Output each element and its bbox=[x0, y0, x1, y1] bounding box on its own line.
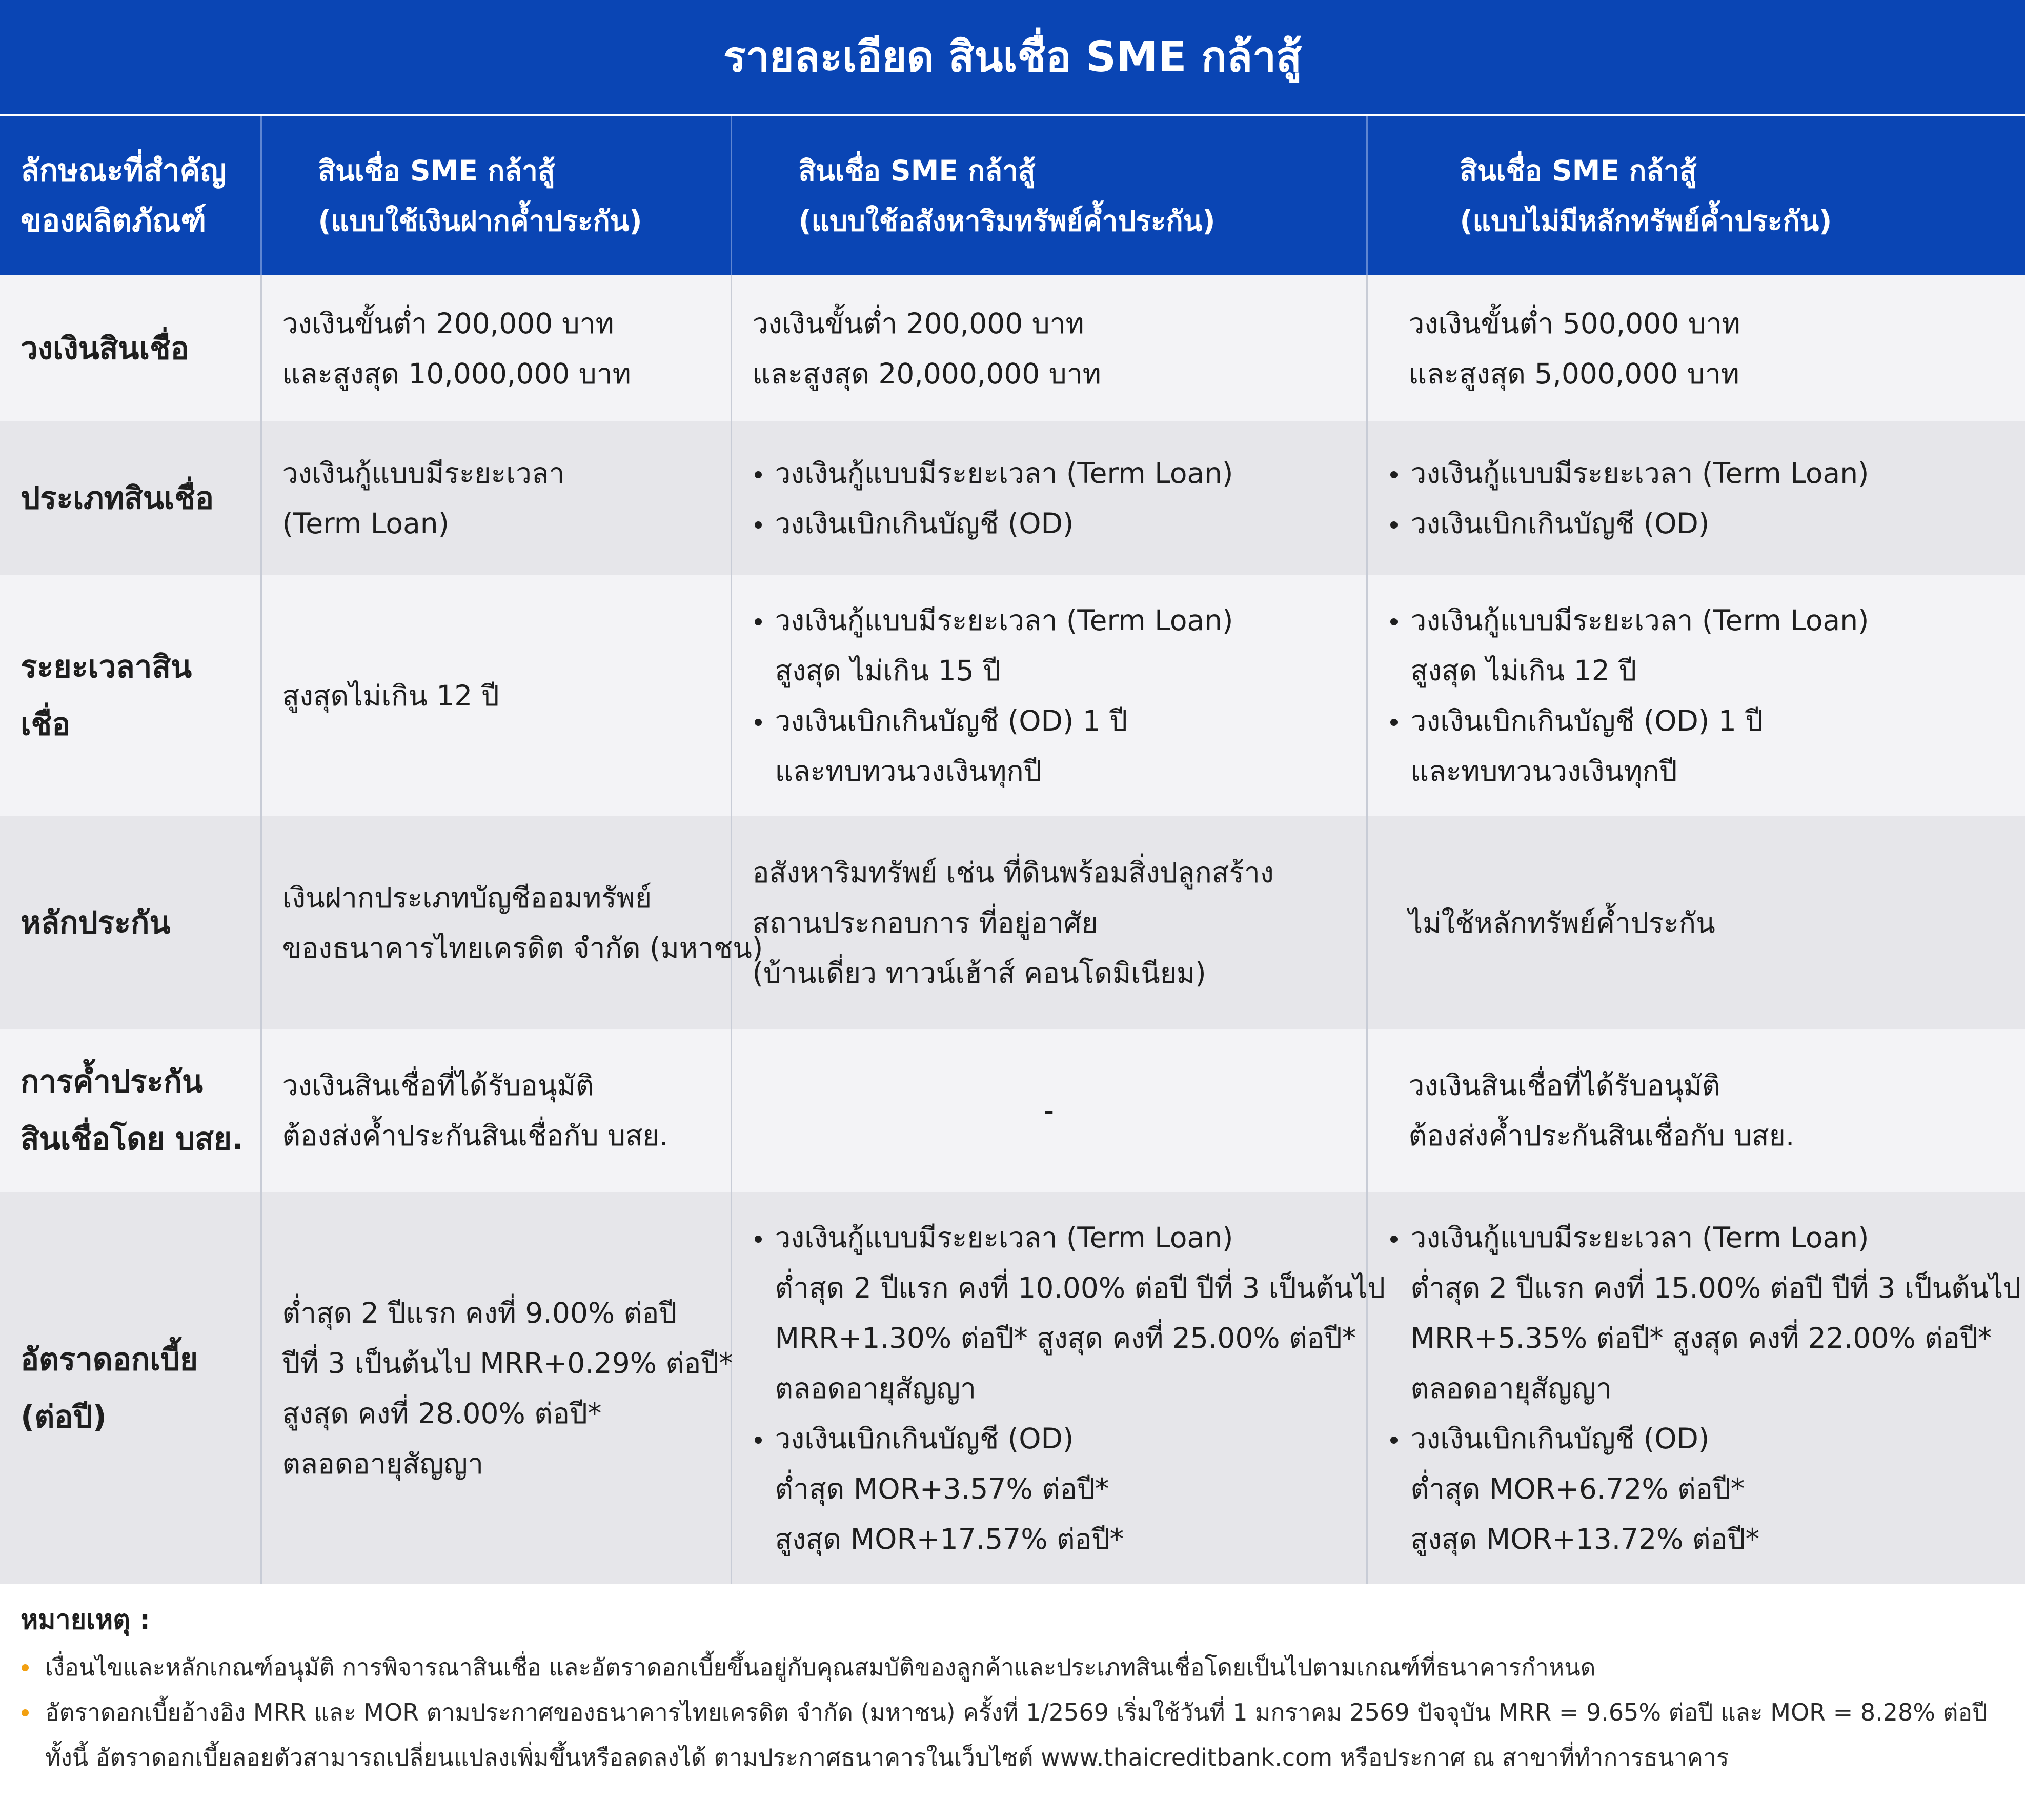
list-item: วงเงินเบิกเกินบัญชี (OD) 1 ปี และทบทวนวงเงินทุกปี bbox=[753, 696, 1346, 796]
list-item: วงเงินกู้แบบมีระยะเวลา (Term Loan) สูงสุด ไม่เกิน 12 ปี bbox=[1388, 595, 2005, 696]
list-item: วงเงินเบิกเกินบัญชี (OD) bbox=[753, 498, 1346, 549]
cell-guarantee-property: - bbox=[731, 1029, 1367, 1192]
cell-limit-property: วงเงินขั้นต่ำ 200,000 บาท และสูงสุด 20,000,000 บาท bbox=[731, 275, 1367, 421]
table-row-collateral bbox=[0, 816, 2025, 1029]
row-label-guarantee: การค้ำประกัน สินเชื่อโดย บสย. bbox=[21, 1064, 244, 1157]
cell-rate-property bbox=[731, 1192, 1386, 1584]
cell-term-deposit: สูงสุดไม่เกิน 12 ปี bbox=[261, 575, 731, 816]
header-deposit-guarantee: สินเชื่อ SME กล้าสู้ (แบบใช้เงินฝากค้ำประกัน) bbox=[261, 116, 731, 275]
table-row-interest-rate bbox=[0, 1192, 2025, 1584]
page-title: รายละเอียด สินเชื่อ SME กล้าสู้ bbox=[723, 32, 1302, 82]
header-no-collateral: สินเชื่อ SME กล้าสู้ (แบบไม่มีหลักทรัพย์ค้ำประกัน) bbox=[1367, 116, 2025, 275]
table-row-loan-term bbox=[0, 575, 2025, 816]
table-row-loan-limit bbox=[0, 275, 2025, 421]
cell-rate-no-collateral bbox=[1367, 1192, 2025, 1584]
table-header-row bbox=[0, 116, 2025, 275]
list-item: วงเงินเบิกเกินบัญชี (OD) ต่ำสุด MOR+3.57% ต่อปี* สูงสุด MOR+17.57% ต่อปี* bbox=[753, 1413, 1346, 1564]
cell-collateral-property: อสังหาริมทรัพย์ เช่น ที่ดินพร้อมสิ่งปลูกสร้าง สถานประกอบการ ที่อยู่อาศัย (บ้านเดี่ยว ทาวน์เฮ้าส์ คอนโดมิเนียม) bbox=[731, 816, 1367, 1029]
cell-rate-deposit: ต่ำสุด 2 ปีแรก คงที่ 9.00% ต่อปี ปีที่ 3 เป็นต้นไป MRR+0.29% ต่อปี* สูงสุด คงที่ 28.00% ต่อปี* ตลอดอายุสัญญา bbox=[261, 1192, 731, 1584]
header-features: ลักษณะที่สำคัญ ของผลิตภัณฑ์ bbox=[21, 152, 227, 239]
cell-guarantee-deposit: วงเงินสินเชื่อที่ได้รับอนุมัติ ต้องส่งค้ำประกันสินเชื่อกับ บสย. bbox=[261, 1029, 731, 1192]
cell-collateral-no-collateral: ไม่ใช้หลักทรัพย์ค้ำประกัน bbox=[1367, 816, 2025, 1029]
note-item-reference-rate-continued: ทั้งนี้ อัตราดอกเบี้ยลอยตัวสามารถเปลี่ยนแปลงเพิ่มขึ้นหรือลดลงได้ ตามประกาศธนาคารในเว็บไซต์ www.thaicreditbank.com หรือประกาศ ณ สาขาที่ทำการธนาคาร bbox=[45, 1744, 1729, 1771]
row-label-loan-term: ระยะเวลาสินเชื่อ bbox=[21, 649, 192, 742]
row-label-collateral: หลักประกัน bbox=[21, 904, 171, 941]
cell-type-deposit: วงเงินกู้แบบมีระยะเวลา (Term Loan) bbox=[261, 421, 731, 575]
row-label-interest-rate: อัตราดอกเบี้ย (ต่อปี) bbox=[21, 1341, 198, 1435]
table-row-loan-type bbox=[0, 421, 2025, 575]
table-row-guarantee bbox=[0, 1029, 2025, 1192]
row-label-loan-limit: วงเงินสินเชื่อ bbox=[21, 330, 189, 367]
cell-collateral-deposit: เงินฝากประเภทบัญชีออมทรัพย์ ของธนาคารไทยเครดิต จำกัด (มหาชน) bbox=[261, 816, 731, 1029]
cell-term-property bbox=[731, 575, 1367, 816]
list-item: วงเงินเบิกเกินบัญชี (OD) ต่ำสุด MOR+6.72% ต่อปี* สูงสุด MOR+13.72% ต่อปี* bbox=[1388, 1413, 2005, 1564]
cell-term-no-collateral bbox=[1367, 575, 2025, 816]
list-item: วงเงินเบิกเกินบัญชี (OD) bbox=[1388, 498, 2005, 549]
list-item: วงเงินกู้แบบมีระยะเวลา (Term Loan) bbox=[1388, 448, 2005, 498]
cell-type-no-collateral bbox=[1367, 421, 2025, 575]
list-item: วงเงินกู้แบบมีระยะเวลา (Term Loan) ต่ำสุด 2 ปีแรก คงที่ 10.00% ต่อปี ปีที่ 3 เป็นต้นไป MRR+1.30% ต่อปี* สูงสุด คงที่ 25.00% ต่อปี* ตลอดอายุสัญญา bbox=[753, 1212, 1346, 1413]
list-item: วงเงินเบิกเกินบัญชี (OD) 1 ปี และทบทวนวงเงินทุกปี bbox=[1388, 696, 2005, 796]
row-label-loan-type: ประเภทสินเชื่อ bbox=[21, 480, 214, 516]
notes-title: หมายเหตุ : bbox=[21, 1605, 150, 1635]
notes-section bbox=[21, 1600, 2010, 1780]
title-bar bbox=[0, 0, 2025, 114]
comparison-table bbox=[0, 116, 2025, 1584]
cell-type-property bbox=[731, 421, 1367, 575]
cell-limit-no-collateral: วงเงินขั้นต่ำ 500,000 บาท และสูงสุด 5,000,000 บาท bbox=[1367, 275, 2025, 421]
list-item: วงเงินกู้แบบมีระยะเวลา (Term Loan) สูงสุด ไม่เกิน 15 ปี bbox=[753, 595, 1346, 696]
list-item: วงเงินกู้แบบมีระยะเวลา (Term Loan) bbox=[753, 448, 1346, 498]
header-property-guarantee: สินเชื่อ SME กล้าสู้ (แบบใช้อสังหาริมทรัพย์ค้ำประกัน) bbox=[731, 116, 1367, 275]
note-item-conditions: เงื่อนไขและหลักเกณฑ์อนุมัติ การพิจารณาสินเชื่อ และอัตราดอกเบี้ยขึ้นอยู่กับคุณสมบัติของลูกค้าและประเภทสินเชื่อโดยเป็นไปตามเกณฑ์ที่ธนาคารกำหนด bbox=[21, 1645, 2010, 1690]
cell-limit-deposit: วงเงินขั้นต่ำ 200,000 บาท และสูงสุด 10,000,000 บาท bbox=[261, 275, 731, 421]
note-item-reference-rate: อัตราดอกเบี้ยอ้างอิง MRR และ MOR ตามประกาศของธนาคารไทยเครดิต จำกัด (มหาชน) ครั้งที่ 1/2569 เริ่มใช้วันที่ 1 มกราคม 2569 ปัจจุบัน MRR = 9.65% ต่อปี และ MOR = 8.28% ต่อปี bbox=[21, 1690, 2010, 1735]
list-item: วงเงินกู้แบบมีระยะเวลา (Term Loan) ต่ำสุด 2 ปีแรก คงที่ 15.00% ต่อปี ปีที่ 3 เป็นต้นไป MRR+5.35% ต่อปี* สูงสุด คงที่ 22.00% ต่อปี* ตลอดอายุสัญญา bbox=[1388, 1212, 2005, 1413]
cell-guarantee-no-collateral: วงเงินสินเชื่อที่ได้รับอนุมัติ ต้องส่งค้ำประกันสินเชื่อกับ บสย. bbox=[1367, 1029, 2025, 1192]
